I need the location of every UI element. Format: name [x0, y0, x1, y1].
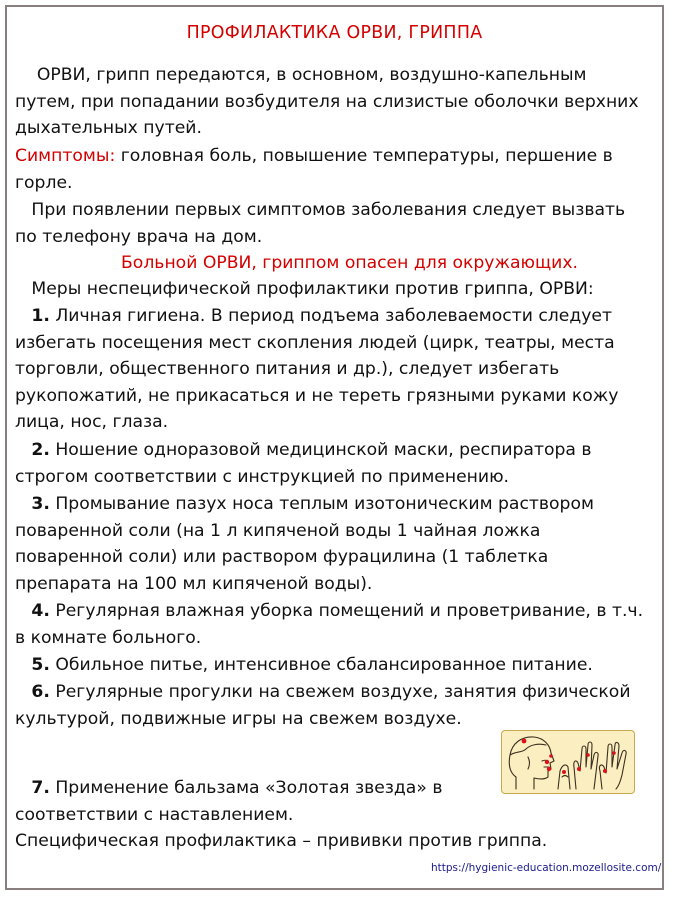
call-doctor-line-1: При появлении первых симптомов заболевания следует вызвать	[31, 200, 626, 220]
item-6-line-2: культурой, подвижные игры на свежем воздухе.	[15, 708, 462, 729]
item-2-line-1: 2. Ношение одноразовой медицинской маски, респиратора в	[31, 440, 592, 460]
page-title: ПРОФИЛАКТИКА ОРВИ, ГРИППА	[186, 23, 483, 43]
item-3-number: 3.	[31, 494, 50, 514]
item-7-line-1: 7. Применение бальзама «Золотая звезда» в	[31, 778, 443, 798]
item-4-line-2: в комнате больного.	[15, 627, 202, 648]
intro-line-2: путем, при попадании возбудителя на слизистые оболочки верхних	[15, 91, 639, 112]
item-1-number: 1.	[31, 306, 50, 326]
symptoms-line-1: Симптомы: головная боль, повышение температуры, першение в	[15, 146, 613, 166]
symptoms-label: Симптомы:	[15, 146, 116, 166]
item-5-number: 5.	[31, 655, 50, 675]
intro-line-1: ОРВИ, грипп передаются, в основном, воздушно-капельным	[36, 65, 587, 85]
item-2-number: 2.	[31, 440, 50, 460]
item-7-line-2: соответствии с наставлением.	[15, 804, 294, 825]
item-4-number: 4.	[31, 601, 50, 621]
measures-intro: Меры неспецифической профилактики против гриппа, ОРВИ:	[31, 279, 594, 299]
item-7-number: 7.	[31, 778, 50, 798]
intro-line-3: дыхательных путей.	[15, 118, 202, 138]
item-1-line-1: 1. Личная гигиена. В период подъема заболеваемости следует	[31, 306, 612, 326]
item-3-line-3: поваренной соли) или раствором фурацилина (1 таблетка	[15, 547, 549, 567]
source-url[interactable]: https://hygienic-education.mozellosite.com/	[431, 862, 662, 874]
item-2-line-2: строгом соответствии с инструкцией по применению.	[15, 466, 510, 487]
contagion-warning: Больной ОРВИ, гриппом опасен для окружающих.	[121, 253, 578, 273]
item-5-line-1: 5. Обильное питье, интенсивное сбалансированное питание.	[31, 655, 593, 675]
item-1-line-4: рукопожатий, не прикасаться и не тереть грязными руками кожу	[15, 385, 619, 406]
item-4-line-1: 4. Регулярная влажная уборка помещений и проветривание, в т.ч.	[31, 601, 644, 621]
call-doctor-line-2: по телефону врача на дом.	[15, 226, 263, 247]
item-1-line-2: избегать посещения мест скопления людей (цирк, театры, места	[15, 332, 615, 353]
specific-prophylaxis: Специфическая профилактика – прививки против гриппа.	[15, 831, 548, 851]
item-3-line-1: 3. Промывание пазух носа теплым изотоническим раствором	[31, 494, 594, 514]
item-3-line-4: препарата на 100 мл кипяченой воды).	[15, 573, 373, 594]
item-1-line-5: лица, нос, глаза.	[15, 412, 169, 432]
item-1-line-3: торговли, общественного питания и др.), следует избегать	[15, 359, 560, 379]
item-6-line-1: 6. Регулярные прогулки на свежем воздухе, занятия физической	[31, 682, 631, 702]
item-3-line-2: поваренной соли (на 1 л кипяченой воды 1 чайная ложка	[15, 520, 541, 541]
symptoms-line-2: горле.	[15, 172, 73, 193]
item-6-number: 6.	[31, 682, 50, 702]
